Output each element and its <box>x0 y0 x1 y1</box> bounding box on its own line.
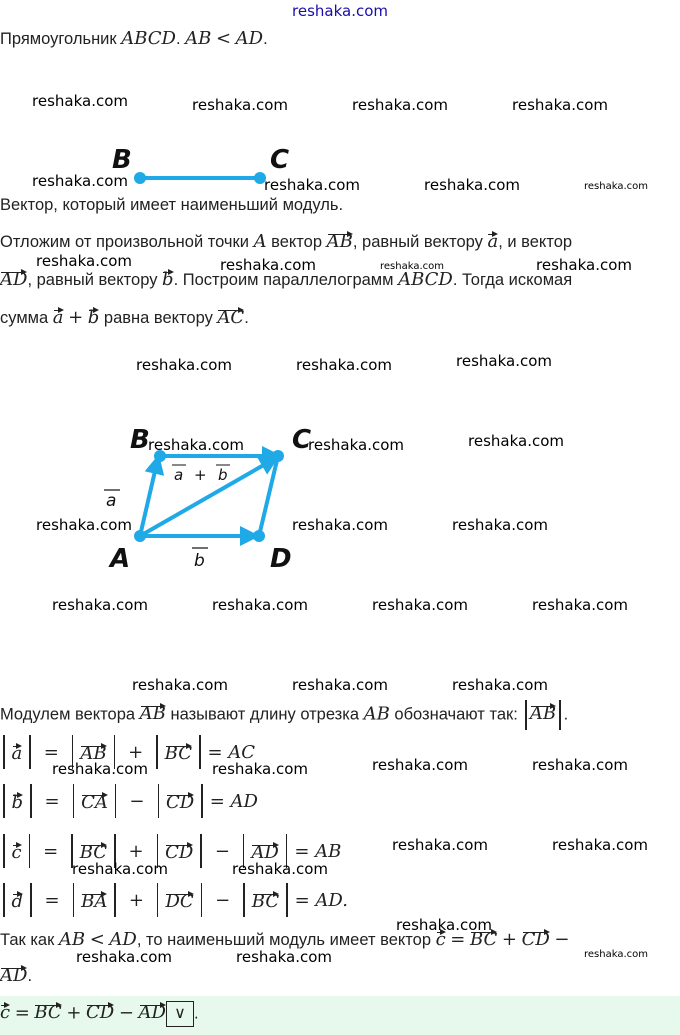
point-a <box>134 530 146 542</box>
watermark: reshaka.com <box>372 596 468 614</box>
fa-vec: c <box>0 1002 11 1024</box>
concl-b: , то наименьший модуль имеет вектор <box>136 931 436 949</box>
watermark: reshaka.com <box>32 172 128 190</box>
watermark: reshaka.com <box>76 948 172 966</box>
eq-b-lhs: b <box>11 791 24 813</box>
watermark: reshaka.com <box>212 760 308 778</box>
fa-plus: + <box>66 1002 82 1024</box>
watermark: reshaka.com <box>584 181 648 192</box>
eq-a-lhs: a <box>11 742 23 764</box>
c2-fig: ABCD <box>398 269 453 290</box>
statement-end: . <box>263 30 268 48</box>
eq-a-rhs: = AC <box>207 741 256 763</box>
concl-minus: − <box>554 929 570 950</box>
watermark: reshaka.com <box>452 516 548 534</box>
watermark: reshaka.com <box>468 432 564 450</box>
watermark: reshaka.com <box>452 676 548 694</box>
c1-a: Отложим от произвольной точки <box>0 233 254 251</box>
watermark: reshaka.com <box>52 596 148 614</box>
label-b2: B <box>130 425 150 455</box>
c1-point: A <box>253 231 267 252</box>
problem-statement <box>0 28 268 49</box>
fa-minus: − <box>118 1002 134 1024</box>
watermark: reshaka.com <box>552 836 648 854</box>
watermark: reshaka.com <box>532 756 628 774</box>
c3-end: . <box>244 309 249 327</box>
concl-plus: + <box>501 929 517 950</box>
eq-a-op1: + <box>128 741 144 763</box>
statement-prefix: Прямоугольник <box>0 30 122 48</box>
answer-check-box[interactable]: ∨ <box>166 1001 194 1027</box>
watermark: reshaka.com <box>36 252 132 270</box>
concl-v1: BC <box>469 929 498 950</box>
eq-b-rhs: = AD <box>209 790 258 812</box>
label-sum-a: a <box>174 466 184 484</box>
watermark: reshaka.com <box>296 356 392 374</box>
label-c2: C <box>292 425 312 455</box>
vector-ac-line <box>140 458 276 536</box>
eq-d-t3: BC <box>251 890 280 912</box>
eq-c-lhs: c <box>11 841 22 863</box>
label-b: B <box>112 145 132 175</box>
concl-r: AD <box>109 929 137 950</box>
watermark: reshaka.com <box>52 760 148 778</box>
c1-d: , и вектор <box>498 233 573 251</box>
equation-b: b = CA − CD = AD <box>0 784 258 818</box>
watermark: reshaka.com <box>36 516 132 534</box>
fa-eq: = <box>14 1002 30 1024</box>
watermark: reshaka.com <box>148 436 244 454</box>
construction-line-3 <box>0 306 249 328</box>
c2-b: . Построим параллелограмм <box>173 271 399 289</box>
point-c2 <box>272 450 284 462</box>
c3-b: равна вектору <box>99 309 218 327</box>
watermark: reshaka.com <box>380 261 444 272</box>
concl-end: . <box>27 967 33 985</box>
mod-b: называют длину отрезка <box>165 705 364 724</box>
fa-v3: AD <box>138 1002 166 1024</box>
fa-end: . <box>193 1004 199 1023</box>
eq-c-op2: − <box>214 840 230 862</box>
watermark: reshaka.com <box>132 676 228 694</box>
vector-ad: AD <box>0 269 28 290</box>
eq-b-op1: − <box>129 790 145 812</box>
watermark: reshaka.com <box>292 516 388 534</box>
final-answer <box>0 1001 199 1027</box>
mod-end: . <box>563 705 569 724</box>
watermark: reshaka.com <box>264 176 360 194</box>
statement-cond-op: < <box>215 28 232 49</box>
eq-b-t2: CD <box>166 791 195 813</box>
eq-a-t1: AB <box>80 742 107 764</box>
label-a: A <box>110 544 131 574</box>
mod-c: обозначают так: <box>389 705 523 724</box>
sum-vector-a: a <box>52 307 64 328</box>
watermark: reshaka.com <box>220 256 316 274</box>
watermark: reshaka.com <box>512 96 608 114</box>
equation-a: a = AB + BC = AC <box>0 735 255 769</box>
label-c: C <box>270 145 290 175</box>
eq-d-op2: − <box>215 889 231 911</box>
eq-c-t2: CD <box>165 841 194 863</box>
mod-a: Модулем вектора <box>0 705 140 724</box>
watermark: reshaka.com <box>292 676 388 694</box>
statement-figure: ABCD <box>121 28 176 49</box>
mod-vec: AB <box>139 703 166 725</box>
statement-cond-right: AD <box>235 28 264 49</box>
mod-abs-vec: AB <box>529 703 557 725</box>
eq-c-t3: AD <box>251 841 279 863</box>
eq-d-t1: BA <box>81 890 108 912</box>
eq-a-t2: BC <box>164 742 192 764</box>
eq-d-rhs: = AD. <box>294 889 348 911</box>
watermark: reshaka.com <box>308 436 404 454</box>
eq-c-op1: + <box>128 840 144 862</box>
concl-a: Так как <box>0 931 59 949</box>
watermark: reshaka.com <box>192 96 288 114</box>
watermark: reshaka.com <box>236 948 332 966</box>
c1-c: , равный вектору <box>352 233 488 251</box>
equation-d: d = BA + DC − BC = AD. <box>0 883 348 917</box>
concl-l: AB <box>58 929 86 950</box>
eq-c-rhs: = AB <box>294 840 342 862</box>
concl-op: < <box>89 929 105 950</box>
watermark: reshaka.com <box>232 860 328 878</box>
label-d: D <box>270 544 292 574</box>
vector-b: b <box>162 269 174 290</box>
c2-c: . Тогда искомая <box>452 271 573 289</box>
label-sum-plus: + <box>194 466 207 484</box>
statement-cond-left: AB <box>185 28 212 49</box>
modulus-definition <box>0 700 568 730</box>
watermark: reshaka.com <box>392 836 488 854</box>
vector-ac: AC <box>217 307 245 328</box>
watermark: reshaka.com <box>136 356 232 374</box>
label-sum-b: b <box>218 466 228 484</box>
watermark: reshaka.com <box>72 860 168 878</box>
watermark: reshaka.com <box>372 756 468 774</box>
watermark: reshaka.com <box>396 916 492 934</box>
point-d <box>253 530 265 542</box>
sum-plus: + <box>68 307 84 328</box>
fa-v2: CD <box>86 1002 115 1024</box>
sum-vector-b: b <box>87 307 100 328</box>
watermark: reshaka.com <box>456 352 552 370</box>
watermark: reshaka.com <box>584 949 648 960</box>
site-link[interactable]: reshaka.com <box>292 2 388 20</box>
concl-v2: CD <box>521 929 550 950</box>
eq-d-t2: DC <box>165 890 194 912</box>
eq-d-lhs: d <box>11 890 24 912</box>
label-vec-b: b <box>194 551 205 571</box>
concl-vec: c <box>435 929 446 950</box>
point-b <box>134 172 146 184</box>
c3-a: сумма <box>0 309 53 327</box>
vector-ab: AB <box>326 231 353 252</box>
construction-line-1 <box>0 230 572 252</box>
watermark: reshaka.com <box>536 256 632 274</box>
final-answer-bar <box>0 996 680 1035</box>
label-vec-a: a <box>106 491 117 511</box>
eq-c-t1: BC <box>79 841 108 863</box>
eq-b-t1: CA <box>81 791 108 813</box>
vector-a: a <box>487 231 499 252</box>
watermark: reshaka.com <box>32 92 128 110</box>
fa-v1: BC <box>34 1002 62 1024</box>
mod-seg: AB <box>363 703 390 725</box>
watermark: reshaka.com <box>212 596 308 614</box>
watermark: reshaka.com <box>424 176 520 194</box>
concl-v3: AD <box>0 965 28 986</box>
watermark: reshaka.com <box>352 96 448 114</box>
conclusion-line-2 <box>0 964 32 986</box>
vector-ab-line <box>140 458 158 536</box>
equation-c: c = BC + CD − AD = AB <box>0 834 341 868</box>
statement-sep: . <box>175 30 186 48</box>
eq-d-op1: + <box>128 889 144 911</box>
watermark: reshaka.com <box>532 596 628 614</box>
c1-b: вектор <box>266 233 327 251</box>
answer-heading: Вектор, который имеет наименьший модуль. <box>0 196 344 214</box>
concl-eq: = <box>450 929 466 950</box>
c2-a: , равный вектору <box>27 271 163 289</box>
